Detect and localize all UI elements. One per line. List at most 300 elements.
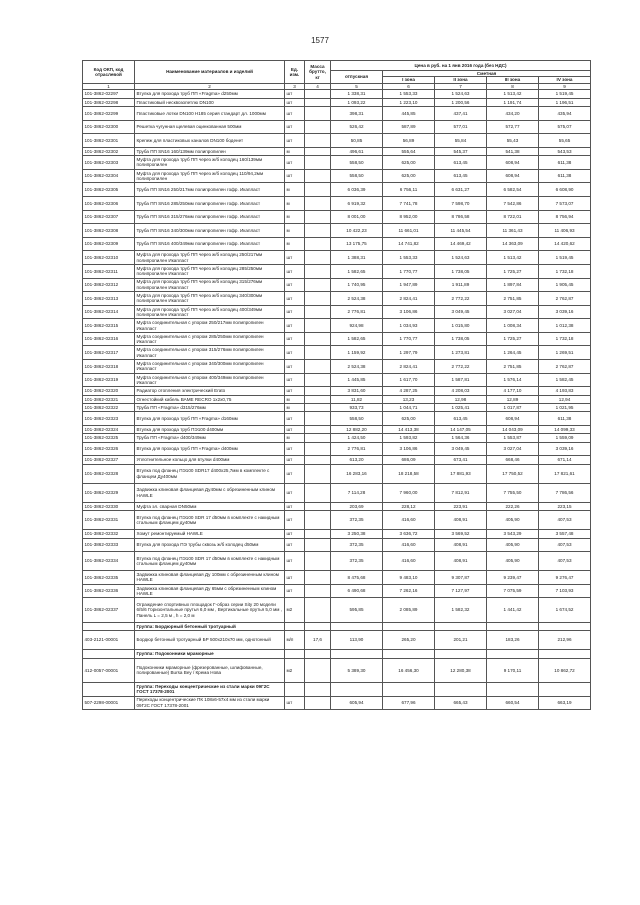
cell-price: 9 170,11 [487, 658, 539, 682]
cell-price: 1 617,70 [383, 373, 435, 387]
cell-unit: шт [285, 696, 305, 710]
cell-empty [539, 682, 591, 696]
cell-price: 55,65 [539, 134, 591, 148]
cell-price: 1 740,95 [331, 278, 383, 292]
cell-mass [305, 464, 331, 483]
cell-name: Втулка для прохода труб ПЭ100 d400мм [135, 426, 285, 434]
table-row [83, 147, 591, 155]
cell-empty [305, 622, 331, 630]
cell-mass [305, 251, 331, 265]
cell-price: 6 036,39 [331, 183, 383, 197]
cell-price: 14 043,09 [487, 426, 539, 434]
cell-unit: шт [285, 346, 305, 360]
cell-unit: м/п [285, 631, 305, 650]
cell-price: 1 519,45 [539, 251, 591, 265]
header-unit: Ед. изм. [285, 61, 305, 84]
table-row [83, 346, 591, 360]
cell-mass [305, 305, 331, 319]
cell-price: 13 175,75 [331, 237, 383, 251]
cell-price: 12,98 [435, 395, 487, 403]
cell-price: 18 218,58 [383, 464, 435, 483]
cell-price: 407,53 [539, 538, 591, 552]
column-number: 6 [383, 83, 435, 89]
cell-price: 526,42 [331, 120, 383, 134]
group-title: Группа: Подоконники мраморные [135, 650, 285, 658]
cell-code: 101-3862-02306 [83, 196, 135, 210]
cell-price: 437,41 [435, 107, 487, 121]
cell-price: 673,41 [435, 456, 487, 464]
cell-price: 7 598,70 [435, 196, 487, 210]
table-row [83, 319, 591, 333]
header-code: Код ОКП, код отраслевой [83, 61, 135, 84]
cell-price: 7 812,91 [435, 483, 487, 502]
cell-unit: м [285, 210, 305, 224]
cell-empty [487, 682, 539, 696]
cell-empty [331, 682, 383, 696]
cell-mass [305, 346, 331, 360]
cell-price: 613,45 [435, 156, 487, 170]
cell-unit: м2 [285, 658, 305, 682]
cell-price: 558,50 [331, 412, 383, 426]
cell-price: 1 519,45 [539, 90, 591, 98]
cell-price: 445,85 [383, 107, 435, 121]
table-row [83, 696, 591, 710]
cell-mass: 17,6 [305, 631, 331, 650]
cell-empty [83, 622, 135, 630]
cell-price: 12 280,38 [435, 658, 487, 682]
cell-price: 2 776,81 [331, 305, 383, 319]
cell-unit: шт [285, 98, 305, 106]
cell-mass [305, 373, 331, 387]
cell-price: 2 776,81 [331, 442, 383, 456]
cell-price: 113,90 [331, 631, 383, 650]
cell-price: 665,43 [435, 696, 487, 710]
cell-code: 101-3862-02313 [83, 292, 135, 306]
table-row [83, 305, 591, 319]
cell-price: 10 862,72 [539, 658, 591, 682]
cell-price: 3 039,16 [539, 305, 591, 319]
cell-price: 11,82 [331, 395, 383, 403]
cell-mass [305, 90, 331, 98]
cell-name: Труба ПП SN16 340/300мм полипропилен гофр. Икапласт [135, 224, 285, 238]
cell-price: 14 099,33 [539, 426, 591, 434]
cell-name: Труба ПП «Fragma» d400/349мм [135, 434, 285, 442]
cell-unit: шт [285, 169, 305, 183]
cell-name: Втулка под фланец ПЭ100 SDR 17 d50мм в комплекте с накидным стальным фланцем ду40мм [135, 552, 285, 571]
cell-empty [83, 682, 135, 696]
group-row [83, 622, 591, 630]
cell-name: Муфта для прохода труб ПП через ж/б колодец 160/139мм полипропилен [135, 156, 285, 170]
column-number: 5 [331, 83, 383, 89]
cell-mass [305, 196, 331, 210]
cell-unit: шт [285, 456, 305, 464]
cell-name: Пластиковый несквозопетлю DN100 [135, 98, 285, 106]
cell-price: 1 911,89 [435, 278, 487, 292]
cell-price: 1 034,93 [383, 319, 435, 333]
table-row [83, 134, 591, 148]
table-row [83, 156, 591, 170]
cell-price: 11 361,43 [487, 224, 539, 238]
cell-code: 101-3862-02301 [83, 134, 135, 148]
cell-price: 14 363,09 [487, 237, 539, 251]
cell-code: 101-3862-02328 [83, 464, 135, 483]
cell-price: 611,38 [539, 169, 591, 183]
cell-code: 101-3862-02323 [83, 412, 135, 426]
cell-empty [83, 650, 135, 658]
cell-empty [285, 650, 305, 658]
cell-price: 611,38 [539, 412, 591, 426]
cell-mass [305, 412, 331, 426]
table-row [83, 404, 591, 412]
cell-name: Труба ПП SN16 250/217мм полипропилен гофр. Икапласт [135, 183, 285, 197]
cell-name: Муфта для прохода труб ПП через ж/б колодец 285/250мм полипропилен Икапласт [135, 264, 285, 278]
cell-price: 3 543,29 [487, 530, 539, 538]
cell-name: Пластиковые лотки DN100 H185 серия стандарт дл. 1000мм [135, 107, 285, 121]
cell-mass [305, 183, 331, 197]
cell-price: 2 085,89 [383, 598, 435, 622]
cell-price: 5 389,30 [331, 658, 383, 682]
cell-mass [305, 598, 331, 622]
table-row [83, 502, 591, 510]
cell-code: 101-3862-02334 [83, 552, 135, 571]
cell-price: 1 297,79 [383, 346, 435, 360]
cell-name: Втулка для прохода ПЭ трубы сквозь ж/б колодец d50мм [135, 538, 285, 552]
cell-code: 101-3862-02317 [83, 346, 135, 360]
cell-price: 1 264,45 [487, 346, 539, 360]
column-number: 9 [539, 83, 591, 89]
cell-price: 1 021,95 [539, 404, 591, 412]
cell-price: 1 674,52 [539, 598, 591, 622]
cell-unit: шт [285, 387, 305, 395]
cell-price: 183,26 [487, 631, 539, 650]
cell-mass [305, 456, 331, 464]
cell-empty [383, 622, 435, 630]
cell-name: Муфта соединительная с упором 285/250мм полипропилен Икапласт [135, 332, 285, 346]
cell-code: 101-3862-02329 [83, 483, 135, 502]
table-row [83, 571, 591, 585]
cell-name: Задвижка клиновая фланцевая Ду 65мм с обрезиненным клином HAWLE [135, 584, 285, 598]
cell-price: 1 725,27 [487, 332, 539, 346]
cell-price: 660,54 [487, 696, 539, 710]
cell-price: 1 012,38 [539, 319, 591, 333]
cell-price: 3 027,04 [487, 442, 539, 456]
cell-empty [435, 650, 487, 658]
cell-price: 1 445,85 [331, 373, 383, 387]
table-row [83, 464, 591, 483]
cell-price: 223,91 [435, 502, 487, 510]
cell-name: Муфта соединительная с упором 340/300мм полипропилен Икапласт [135, 360, 285, 374]
cell-price: 2 772,22 [435, 360, 487, 374]
cell-unit: шт [285, 442, 305, 456]
column-number: 3 [285, 83, 305, 89]
cell-price: 405,90 [487, 552, 539, 571]
table-row [83, 169, 591, 183]
cell-price: 1 738,05 [435, 332, 487, 346]
table-row [83, 434, 591, 442]
column-number: 8 [487, 83, 539, 89]
cell-price: 4 287,25 [383, 387, 435, 395]
cell-price: 12,94 [539, 395, 591, 403]
cell-price: 8 722,01 [487, 210, 539, 224]
cell-mass [305, 147, 331, 155]
cell-empty [285, 682, 305, 696]
header-zone1: I зона [383, 77, 435, 83]
cell-code: 101-3862-02321 [83, 395, 135, 403]
cell-price: 2 824,41 [383, 292, 435, 306]
cell-unit: шт [285, 319, 305, 333]
cell-price: 372,35 [331, 552, 383, 571]
cell-code: 101-3862-02300 [83, 120, 135, 134]
cell-price: 56,89 [383, 134, 435, 148]
cell-unit: шт [285, 483, 305, 502]
cell-price: 4 208,03 [435, 387, 487, 395]
table-row [83, 210, 591, 224]
cell-mass [305, 584, 331, 598]
cell-price: 2 751,85 [487, 360, 539, 374]
cell-unit: шт [285, 511, 305, 530]
cell-price: 14 413,38 [383, 426, 435, 434]
cell-name: Решетка чугунная щелевая оцинкованная 500мм [135, 120, 285, 134]
cell-mass [305, 442, 331, 456]
table-row [83, 196, 591, 210]
column-number: 1 [83, 83, 135, 89]
cell-unit: шт [285, 412, 305, 426]
cell-code: 101-3862-02320 [83, 387, 135, 395]
cell-code: 101-3862-02331 [83, 511, 135, 530]
cell-code: 101-3862-02308 [83, 224, 135, 238]
cell-name: Подоконники мраморные (фрезерованные, шлифованные, полированные) Bursa Bey / Крема Нова [135, 658, 285, 682]
cell-mass [305, 237, 331, 251]
cell-price: 7 542,86 [487, 196, 539, 210]
cell-price: 11 445,54 [435, 224, 487, 238]
cell-name: Муфта эл. сварная DN50мм [135, 502, 285, 510]
cell-name: Радиатор отопления электрический Erato [135, 387, 285, 395]
table-row [83, 426, 591, 434]
cell-mass [305, 530, 331, 538]
cell-name: Задвижка клиновая фланцевая Ду40мм с обрезиненным клином HAWLE [135, 483, 285, 502]
group-title: Группа: Переходы концентрические из стали марки 09Г2С ГОСТ 17378-2001 [135, 682, 285, 696]
cell-mass [305, 107, 331, 121]
cell-unit: шт [285, 305, 305, 319]
cell-price: 17 750,52 [487, 464, 539, 483]
cell-unit: м [285, 147, 305, 155]
cell-price: 2 762,87 [539, 292, 591, 306]
cell-price: 1 159,92 [331, 346, 383, 360]
cell-price: 933,73 [331, 404, 383, 412]
cell-price: 6 490,68 [331, 584, 383, 598]
cell-price: 7 262,16 [383, 584, 435, 598]
cell-code: 101-3862-02335 [83, 571, 135, 585]
table-row [83, 412, 591, 426]
table-row [83, 552, 591, 571]
cell-price: 613,45 [435, 412, 487, 426]
cell-price: 496,61 [331, 147, 383, 155]
table-row [83, 183, 591, 197]
cell-mass [305, 658, 331, 682]
cell-name: Втулка под фланец ПЭ100 SDR17 d400х25,7мм в комплекте с фланцем Ду400мм [135, 464, 285, 483]
table-row [83, 530, 591, 538]
header-zone3: III зона [487, 77, 539, 83]
cell-price: 14 741,82 [383, 237, 435, 251]
cell-price: 1 015,80 [435, 319, 487, 333]
cell-empty [305, 650, 331, 658]
cell-name: Муфта соединительная с упором 250/217мм полипропилен Икапласт [135, 319, 285, 333]
cell-code: 101-3862-02311 [83, 264, 135, 278]
cell-price: 3 569,52 [435, 530, 487, 538]
cell-price: 405,90 [487, 511, 539, 530]
cell-price: 613,45 [435, 169, 487, 183]
cell-price: 16 283,16 [331, 464, 383, 483]
header-mass: Масса брутто, кг [305, 61, 331, 84]
table-row [83, 264, 591, 278]
cell-price: 7 573,07 [539, 196, 591, 210]
cell-price: 408,91 [435, 552, 487, 571]
cell-code: 101-3862-02326 [83, 442, 135, 456]
cell-code: 101-3862-02315 [83, 319, 135, 333]
cell-price: 625,00 [383, 156, 435, 170]
cell-price: 1 513,42 [487, 90, 539, 98]
cell-price: 8 786,58 [435, 210, 487, 224]
cell-empty [383, 682, 435, 696]
cell-price: 3 039,16 [539, 442, 591, 456]
cell-price: 434,20 [487, 107, 539, 121]
cell-price: 435,94 [539, 107, 591, 121]
cell-mass [305, 120, 331, 134]
cell-code: 101-3862-02307 [83, 210, 135, 224]
cell-price: 1 196,51 [539, 98, 591, 106]
cell-name: Огнестойкий кабель ВАМЕ RECRO 1х2х0,75 [135, 395, 285, 403]
cell-price: 1 587,81 [435, 373, 487, 387]
cell-empty [539, 650, 591, 658]
cell-unit: м [285, 237, 305, 251]
cell-mass [305, 696, 331, 710]
cell-price: 1 582,65 [331, 264, 383, 278]
cell-price: 9 307,87 [435, 571, 487, 585]
cell-price: 3 049,45 [435, 442, 487, 456]
cell-price: 608,94 [487, 412, 539, 426]
cell-price: 416,60 [383, 538, 435, 552]
price-table [82, 60, 591, 710]
cell-price: 408,91 [435, 538, 487, 552]
cell-price: 8 475,68 [331, 571, 383, 585]
cell-code: 101-3862-02325 [83, 434, 135, 442]
cell-price: 228,12 [383, 502, 435, 510]
cell-unit: м [285, 404, 305, 412]
cell-price: 1 725,27 [487, 264, 539, 278]
cell-unit: шт [285, 571, 305, 585]
cell-price: 1 424,50 [331, 434, 383, 442]
cell-price: 17 881,93 [435, 464, 487, 483]
cell-price: 1 732,18 [539, 332, 591, 346]
cell-price: 1 269,51 [539, 346, 591, 360]
cell-price: 10 422,23 [331, 224, 383, 238]
cell-code: 101-3862-02319 [83, 373, 135, 387]
table-row [83, 456, 591, 464]
cell-mass [305, 483, 331, 502]
cell-unit: шт [285, 360, 305, 374]
cell-unit: шт [285, 292, 305, 306]
cell-code: 101-3862-02332 [83, 530, 135, 538]
cell-name: Втулка для прохода труб ПП «Fragma» d160мм [135, 412, 285, 426]
cell-price: 6 919,32 [331, 196, 383, 210]
cell-price: 1 559,09 [539, 434, 591, 442]
table-row [83, 278, 591, 292]
cell-price: 405,90 [487, 538, 539, 552]
cell-mass [305, 98, 331, 106]
header-zone2: II зона [435, 77, 487, 83]
cell-price: 1 897,84 [487, 278, 539, 292]
cell-unit: м [285, 224, 305, 238]
cell-price: 625,00 [383, 169, 435, 183]
cell-code: 101-3862-02322 [83, 404, 135, 412]
table-row [83, 332, 591, 346]
cell-price: 1 388,31 [331, 251, 383, 265]
cell-price: 14 469,42 [435, 237, 487, 251]
cell-name: Труба ПП SN16 160/139мм полипропилен [135, 147, 285, 155]
cell-price: 1 770,77 [383, 332, 435, 346]
cell-unit: шт [285, 264, 305, 278]
cell-mass [305, 404, 331, 412]
cell-price: 372,35 [331, 511, 383, 530]
cell-name: Втулка для прохода труб ПП «Fragma» d400мм [135, 442, 285, 456]
cell-price: 11 661,01 [383, 224, 435, 238]
cell-unit: шт [285, 107, 305, 121]
cell-name: Муфта соединительная с упором 315/276мм полипропилен Икапласт [135, 346, 285, 360]
cell-name: Бордюр бетонный тротуарный БР 500х210х70 мм, однотонный [135, 631, 285, 650]
cell-price: 555,64 [383, 147, 435, 155]
cell-price: 587,89 [383, 120, 435, 134]
cell-mass [305, 434, 331, 442]
table-row [83, 483, 591, 502]
cell-price: 2 524,38 [331, 360, 383, 374]
cell-price: 1 553,87 [487, 434, 539, 442]
cell-mass [305, 571, 331, 585]
cell-price: 1 770,77 [383, 264, 435, 278]
cell-mass [305, 264, 331, 278]
cell-price: 9 239,47 [487, 571, 539, 585]
cell-price: 416,60 [383, 552, 435, 571]
cell-price: 1 513,42 [487, 251, 539, 265]
cell-price: 3 106,86 [383, 442, 435, 456]
cell-price: 663,19 [539, 696, 591, 710]
cell-price: 2 824,41 [383, 360, 435, 374]
cell-price: 11 406,93 [539, 224, 591, 238]
cell-empty [285, 622, 305, 630]
cell-price: 3 049,45 [435, 305, 487, 319]
cell-price: 50,85 [331, 134, 383, 148]
table-row [83, 237, 591, 251]
cell-price: 9 276,47 [539, 571, 591, 585]
cell-price: 407,53 [539, 552, 591, 571]
cell-mass [305, 134, 331, 148]
cell-price: 677,96 [383, 696, 435, 710]
cell-code: 101-3862-02336 [83, 584, 135, 598]
cell-price: 8 001,00 [331, 210, 383, 224]
cell-code: 101-3862-02298 [83, 98, 135, 106]
cell-price: 671,14 [539, 456, 591, 464]
cell-price: 7 960,00 [383, 483, 435, 502]
cell-price: 407,53 [539, 511, 591, 530]
page-number: 1577 [311, 36, 329, 45]
cell-name: Труба ПП «Fragma» d315/276мм [135, 404, 285, 412]
cell-name: Муфта для прохода труб ПП через ж/б колодец 315/276мм полипропилен Икапласт [135, 278, 285, 292]
cell-price: 8 952,00 [383, 210, 435, 224]
cell-mass [305, 538, 331, 552]
cell-code: 101-3862-02303 [83, 156, 135, 170]
cell-name: Ограждение спортивных площадок Г-образ серии Sity 20 модели 6/5/6 Горизонтальные прутья 6,0 мм , Вертикальные прутья 5,0 мм , Панель L = 2,5 м , h = 2,0 м [135, 598, 285, 622]
cell-mass [305, 224, 331, 238]
cell-price: 608,94 [487, 156, 539, 170]
